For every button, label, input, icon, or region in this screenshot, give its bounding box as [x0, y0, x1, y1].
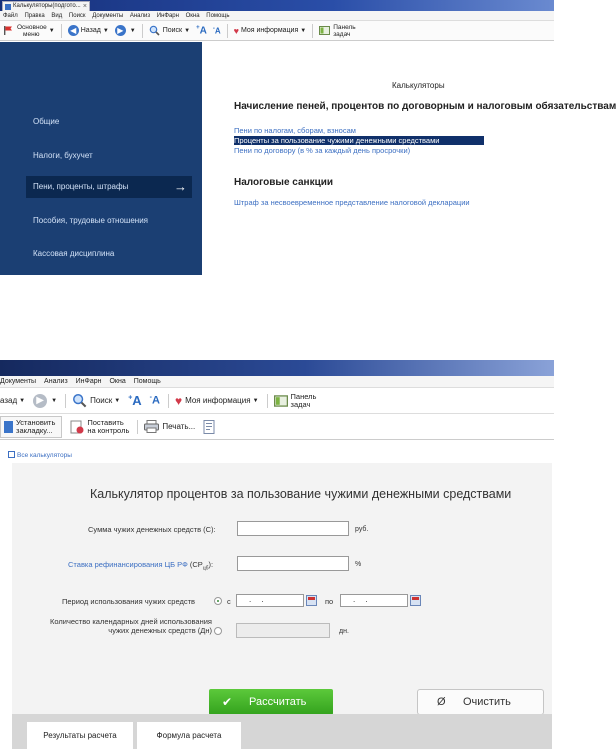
- back-label: азад: [0, 396, 18, 405]
- link-tax-penalties[interactable]: Пени по налогам, сборам, взносам: [234, 126, 356, 135]
- calculator-form: [12, 463, 552, 749]
- menu-item[interactable]: Помощь: [133, 378, 161, 385]
- back-button[interactable]: [0, 396, 25, 405]
- sidebar-item-general[interactable]: Общие: [33, 117, 60, 126]
- menu-item[interactable]: Анализ: [44, 378, 68, 385]
- breadcrumb-label: Все калькуляторы: [17, 452, 72, 459]
- bookmark-label-2: закладку...: [16, 425, 53, 435]
- to-label: по: [325, 597, 334, 606]
- menu-item[interactable]: Вид: [51, 13, 63, 19]
- date-from-input[interactable]: . .: [236, 594, 304, 607]
- calculator-window: [0, 360, 554, 749]
- menu-item[interactable]: Правка: [24, 13, 45, 19]
- search-label: Поиск: [90, 396, 113, 405]
- breadcrumb[interactable]: [8, 451, 72, 459]
- rate-suffix: (СР: [189, 560, 203, 569]
- sum-unit: руб.: [355, 526, 369, 533]
- search-icon: [149, 25, 160, 36]
- search-label: Поиск: [162, 27, 183, 34]
- days-label-line-2: чужих денежных средств (Дн): [108, 626, 212, 635]
- section-title-sanctions: Налоговые санкции: [234, 177, 334, 188]
- divider: [142, 24, 143, 38]
- sidebar-item-label: Пени, проценты, штрафы: [33, 182, 129, 191]
- my-info-button[interactable]: [234, 26, 307, 36]
- panel-icon: [274, 394, 288, 408]
- days-unit: дн.: [339, 628, 349, 635]
- font-increase-button[interactable]: [128, 393, 141, 408]
- chevron-down-icon[interactable]: ▼: [48, 27, 55, 34]
- tab-formula[interactable]: Формула расчета: [137, 722, 241, 749]
- export-button[interactable]: [203, 420, 216, 434]
- search-button[interactable]: [149, 25, 190, 36]
- control-label-2: на контроль: [87, 425, 130, 435]
- close-icon[interactable]: ×: [82, 3, 87, 10]
- toolbar: [0, 21, 554, 41]
- menu-item[interactable]: Анализ: [129, 13, 151, 19]
- chevron-down-icon[interactable]: ▼: [114, 397, 121, 404]
- rate-link[interactable]: Ставка рефинансирования ЦБ РФ: [68, 560, 188, 569]
- category-sidebar: [0, 42, 202, 275]
- menu-item[interactable]: Файл: [3, 13, 18, 19]
- days-label-line-1: Количество календарных дней использования: [50, 617, 212, 626]
- rate-input[interactable]: [237, 556, 349, 571]
- page-title: Калькуляторы: [392, 81, 445, 90]
- divider: [267, 394, 268, 408]
- clear-button[interactable]: [417, 689, 544, 715]
- my-info-label: Моя информация: [185, 396, 251, 405]
- printer-icon: [144, 420, 159, 433]
- from-label: с: [227, 597, 231, 606]
- document-export-icon: [203, 420, 216, 434]
- menu-item[interactable]: Окна: [185, 13, 200, 19]
- chevron-down-icon[interactable]: ▼: [102, 27, 109, 34]
- print-label: Печать...: [162, 422, 196, 431]
- clear-icon: Ø: [437, 696, 446, 708]
- chevron-down-icon[interactable]: ▼: [252, 397, 259, 404]
- set-bookmark-button[interactable]: [0, 416, 62, 438]
- font-decrease-button[interactable]: [150, 394, 160, 407]
- rate-unit: %: [355, 561, 362, 568]
- back-arrow-icon: ◀: [68, 25, 79, 36]
- my-info-label: Моя информация: [240, 27, 299, 34]
- font-decrease-icon: -A: [149, 394, 160, 407]
- panel-icon: [319, 25, 330, 36]
- chevron-down-icon[interactable]: ▼: [184, 27, 191, 34]
- link-contract-penalties[interactable]: Пени по договору (в % за каждый день просрочки): [234, 146, 411, 155]
- date-to-input[interactable]: . .: [340, 594, 408, 607]
- tab-title: Калькуляторы(подгото...: [13, 3, 81, 9]
- sidebar-item-penalties[interactable]: [26, 176, 192, 198]
- my-info-button[interactable]: [175, 394, 259, 408]
- menu-item[interactable]: Документы: [0, 378, 37, 385]
- font-decrease-icon: -A: [212, 25, 221, 36]
- document-toolbar: [0, 414, 554, 440]
- heart-icon: ♥: [174, 393, 183, 408]
- divider: [65, 394, 66, 408]
- title-bar: [0, 360, 554, 376]
- calculator-title: Калькулятор процентов за пользование чужими денежными средствами: [90, 487, 512, 501]
- top-window: [0, 0, 616, 275]
- search-icon: [72, 393, 87, 408]
- days-radio[interactable]: [214, 627, 222, 635]
- calculate-button[interactable]: [209, 689, 333, 715]
- period-label: Период использования чужих средств: [62, 597, 196, 606]
- calendar-icon[interactable]: [410, 595, 421, 606]
- set-control-button[interactable]: [70, 419, 129, 435]
- font-increase-button[interactable]: [196, 25, 207, 36]
- taskbar-label-1: Панель: [333, 23, 356, 31]
- control-icon: [70, 420, 84, 434]
- rate-close: ):: [208, 560, 214, 569]
- control-label-1: Поставить: [87, 417, 124, 427]
- menu-item[interactable]: Поиск: [68, 13, 86, 19]
- chevron-down-icon[interactable]: ▼: [51, 397, 58, 404]
- rate-label: [68, 560, 213, 572]
- taskbar-label-2: задач: [290, 399, 311, 409]
- menu-item[interactable]: ИнФарн: [156, 13, 179, 19]
- sum-label: Сумма чужих денежных средств (С):: [88, 525, 216, 534]
- checkmark-icon: ✔: [222, 695, 233, 709]
- menu-item[interactable]: Помощь: [206, 13, 230, 19]
- divider: [312, 24, 313, 38]
- toolbar: [0, 388, 554, 414]
- chevron-down-icon[interactable]: ▼: [300, 27, 307, 34]
- flag-icon: [3, 25, 14, 36]
- taskbar-button[interactable]: [274, 393, 317, 409]
- link-interest-calculator[interactable]: Проценты за пользование чужими денежными средствами: [234, 136, 484, 145]
- link-declaration-fine[interactable]: Штраф за несвоевременное представление налоговой декларации: [234, 198, 470, 207]
- divider: [227, 24, 228, 38]
- rate-sub: цб: [202, 565, 209, 572]
- title-bar: [0, 0, 554, 11]
- back-button[interactable]: [68, 25, 109, 36]
- document-tab[interactable]: [2, 1, 90, 11]
- divider: [61, 24, 62, 38]
- calculate-label: Рассчитать: [249, 696, 307, 708]
- menu-item[interactable]: ИнФарн: [75, 378, 102, 385]
- font-decrease-button[interactable]: [213, 26, 221, 36]
- search-button[interactable]: [72, 393, 120, 408]
- tab-results[interactable]: Результаты расчета: [27, 722, 133, 749]
- chevron-down-icon[interactable]: ▼: [19, 397, 26, 404]
- forward-button[interactable]: [115, 25, 136, 36]
- section-title-penalties: Начисление пеней, процентов по договорным и налоговым обязательствам: [234, 101, 616, 112]
- taskbar-button[interactable]: [319, 24, 355, 38]
- back-label: Назад: [80, 27, 101, 34]
- sidebar-item-cash[interactable]: Кассовая дисциплина: [33, 249, 115, 258]
- taskbar-label-2: задач: [333, 30, 351, 38]
- forward-arrow-icon: ▶: [33, 394, 47, 408]
- sidebar-item-taxes[interactable]: Налоги, бухучет: [33, 151, 93, 160]
- document-icon: [5, 4, 11, 10]
- days-label: [46, 617, 212, 635]
- result-tabs: [12, 714, 552, 749]
- menu-bar: [0, 376, 554, 388]
- heart-icon: ♥: [233, 25, 239, 36]
- menu-bar: [0, 11, 554, 21]
- bookmark-label-1: Установить: [16, 417, 56, 427]
- menu-item[interactable]: Окна: [109, 378, 126, 385]
- sidebar-item-benefits[interactable]: Пособия, трудовые отношения: [33, 216, 149, 225]
- forward-button[interactable]: [33, 394, 57, 408]
- calculators-icon: [8, 451, 15, 458]
- bookmark-icon: [4, 421, 13, 433]
- arrow-right-icon: →: [174, 179, 187, 194]
- font-increase-icon: +A: [196, 24, 207, 37]
- main-menu-label-2: меню: [23, 30, 40, 38]
- print-button[interactable]: [144, 420, 195, 433]
- menu-item[interactable]: Документы: [92, 13, 124, 19]
- divider: [168, 394, 169, 408]
- chevron-down-icon[interactable]: ▼: [129, 27, 136, 34]
- main-menu-label-1: Основное: [17, 23, 47, 31]
- period-radio[interactable]: [214, 597, 222, 605]
- taskbar-label-1: Панель: [290, 391, 317, 401]
- divider: [137, 420, 138, 434]
- days-input[interactable]: [236, 623, 330, 638]
- calendar-icon[interactable]: [306, 595, 317, 606]
- clear-label: Очистить: [463, 696, 511, 708]
- main-menu-button[interactable]: [3, 24, 55, 38]
- forward-arrow-icon: ▶: [115, 25, 126, 36]
- font-increase-icon: +A: [128, 393, 142, 408]
- sum-input[interactable]: [237, 521, 349, 536]
- calculators-panel: [202, 42, 616, 275]
